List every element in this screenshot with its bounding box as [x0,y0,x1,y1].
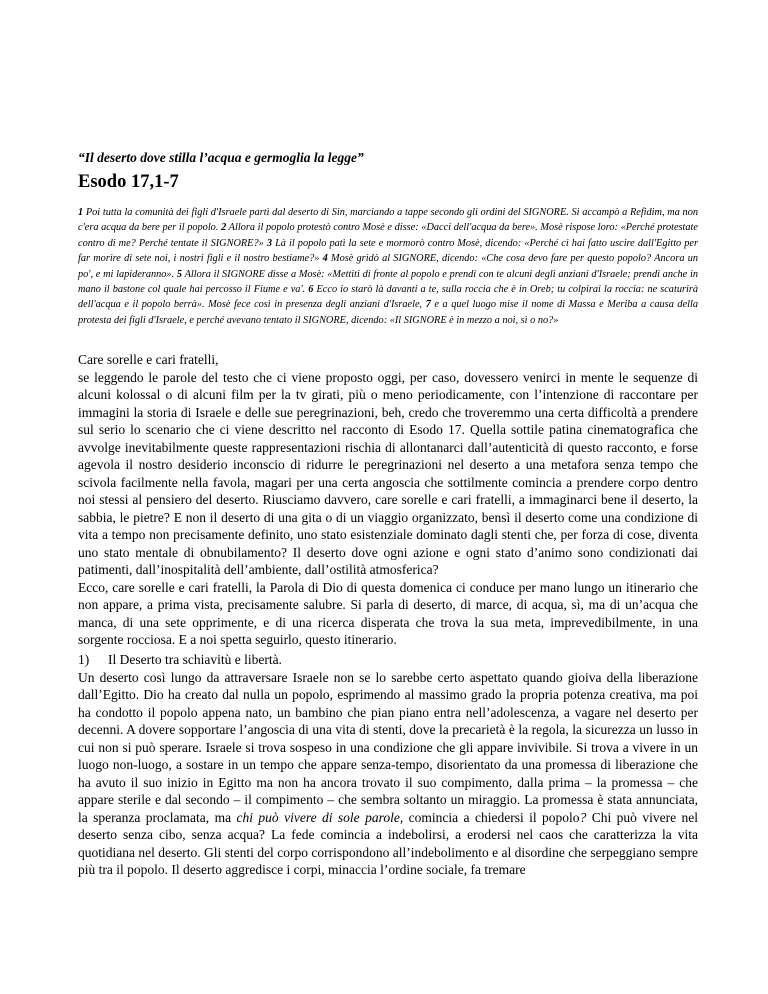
paragraph [78,669,698,879]
verse-number: 5 [176,268,183,280]
sermon-intro [78,351,698,649]
section-1 [78,651,698,879]
greeting: Care sorelle e cari fratelli, [78,352,219,367]
sermon-title: “Il deserto dove stilla l’acqua e germoglia la legge” [78,150,364,165]
scripture-reference-heading: Esodo 17,1-7 [78,172,179,192]
scripture-text [78,205,698,328]
verse-text: Allora il SIGNORE disse a Mosè: «Mettiti di fronte al popolo e prendi con te alcuni degli anziani d'Israele; prendi anche in mano il bastone col quale hai percosso il Fiume e va'. [78,268,698,296]
paragraph: Ecco, care sorelle e cari fratelli, la Parola di Dio di questa domenica ci conduce per mano lungo un itinerario che non appare, a prima vista, precisamente salubre. Si parla di deserto, di marce, di acqua, sì, ma di un’acqua che manca, di una sete opprimente, e di una ricerca disperata che trova la sua meta, imprevedibilmente, in una sorgente rocciosa. E a noi spetta seguirlo, questo itinerario. [78,579,698,647]
verse-text: Mosè gridò al SIGNORE, dicendo: «Che cosa devo fare per questo popolo? Ancora un po', e mi lapideranno». [78,253,698,280]
text-run: Chi può vivere nel deserto senza cibo, senza acqua? La fede comincia a indebolirsi, a erodersi nel caos che caratterizza la vita quotidiana nel deserto. Gli stenti del corpo corrispondono all’indebolimento e al disordine che serpeggiano sempre più tra il popolo. Il deserto aggredisce i corpi, minaccia l’ordine sociale, fa tremare [78,809,698,877]
italic-run: chi può vivere di sole parole [236,809,400,825]
italic-run: ? [579,809,587,825]
section-number: 1) [78,652,90,667]
verse-number: 2 [221,222,227,234]
paragraph: se leggendo le parole del testo che ci viene proposto oggi, per caso, dovessero venirci in mente le sequenze di alcuni kolossal o di alcuni film per la tv girati, più o meno periodicamente, con l’intenzione di raccontare per immagini la storia di Israele e delle sue peregrinazioni, beh, credo che troveremmo una certa difficoltà a prendere sul serio lo scenario che ci viene descritto nel racconto di Esodo 17. Quella sottile patina cinematografica che avvolge inevitabilmente queste rappresentazioni rischia di allontanarci dall’autenticità di questo racconto, e forse agevola il nostro desiderio inconscio di ridurre le peregrinazioni nel deserto a una metafora senza tempo che scivola facilmente nella favola, magari per una certa angoscia che sottilmente comincia a prendere corpo dentro noi stessi al pensiero del deserto. Riusciamo davvero, care sorelle e cari fratelli, a immaginarci bene il deserto, la sabbia, le pietre? E non il deserto di una gita o di un viaggio organizzato, bensì il deserto come una condizione di vita a tempo non precisamente definito, uno stato esistenziale dominato dagli stenti che, per forza di cose, diventa uno stato mentale di obnubilamento? Il deserto dove ogni azione e ogni stato d’animo sono condizionati dai patimenti, dall’inospitalità dell’ambiente, dall’ostilità atmosferica? [78,369,698,577]
verse-text: Poi tutta la comunità dei figli d'Israele partì dal deserto di Sin, marciando a tappe secondo gli ordini del SIGNORE. Si accampò a Refidim, ma non c'era acqua da bere per il popolo. [78,207,698,234]
verse-text: Allora il popolo protestò contro Mosè e disse: «Dacci dell'acqua da bere». Mosè rispose loro: «Perché protestate contro di me? Perché tentate il SIGNORE?» [78,222,698,249]
section-title: Il Deserto tra schiavitù e libertà. [108,652,282,667]
verse-text: Ecco io starò là davanti a te, sulla roccia che è in Oreb; tu colpirai la roccia: ne scaturirà dell'acqua e il popolo berrà». Mosè fece così in presenza degli anziani d'Israele, [78,284,698,311]
verse-number: 4 [322,253,328,265]
verse-number: 1 [78,207,84,218]
section-heading [78,651,698,669]
verse-number: 6 [308,284,314,296]
verse-number: 7 [425,299,431,311]
text-run: , comincia a chiedersi il popolo [399,809,580,825]
verse-number: 3 [266,237,272,249]
verse-text: e a quel luogo mise il nome di Massa e Meriba a causa della protesta dei figli d'Israele, e perché avevano tentato il SIGNORE, dicendo: «Il SIGNORE è in mezzo a noi, sì o no?» [78,299,698,326]
text-run: Un deserto così lungo da attraversare Israele non se lo sarebbe certo aspettato quando gioiva della liberazione dall’Egitto. Dio ha creato dal nulla un popolo, esprimendo al massimo grado la propria potenza creativa, ma poi ha condotto il popolo appena nato, un bambino che pian piano entra nell’adolescenza, a vagare nel deserto per decenni. A dovere sopportare l’angoscia di una vita di stenti, dove la precarietà è la regola, la sicurezza un lusso in cui non si può sperare. Israele si trova sospeso in una condizione che gli appare invivibile. Si trova a vivere in un luogo non-luogo, a sostare in un tempo che appare senza-tempo, disorientato da una promessa di liberazione che ha avuto il suo inizio in Egitto ma non ha ancora trovato il suo compimento, dalla prima – la promessa – che appare sterile e dal secondo – il compimento – che sembra soltanto un miraggio. La promessa è stata annunciata, la speranza proclamata, ma [78,669,698,825]
verse-text: Là il popolo patì la sete e mormorò contro Mosè, dicendo: «Perché ci hai fatto uscire dall'Egitto per far morire di sete noi, i nostri figli e il nostro bestiame?» [78,237,698,265]
